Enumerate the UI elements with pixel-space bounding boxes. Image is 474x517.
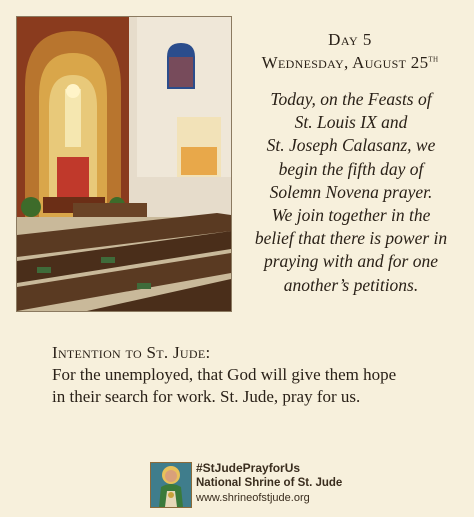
date-suffix: th bbox=[428, 53, 439, 65]
footer bbox=[150, 460, 350, 510]
reading-line: St. Joseph Calasanz, we bbox=[266, 135, 436, 156]
hashtag[interactable]: #StJudePrayforUs bbox=[196, 461, 301, 475]
reading-text bbox=[238, 88, 464, 297]
intention-line: For the unemployed, that God will give them hope bbox=[52, 365, 397, 384]
reading-line: praying with and for one bbox=[263, 251, 439, 272]
footer-text bbox=[196, 460, 356, 505]
intention-text bbox=[52, 364, 432, 408]
reading-line: another’s petitions. bbox=[283, 274, 419, 295]
shrine-name: National Shrine of St. Jude bbox=[196, 477, 343, 489]
reading-line: St. Louis IX and bbox=[294, 112, 408, 133]
date-main: Wednesday, August 25 bbox=[261, 53, 429, 72]
reading-line: Solemn Novena prayer. bbox=[269, 181, 433, 202]
st-jude-figure bbox=[151, 463, 191, 507]
reading-line: Today, on the Feasts of bbox=[270, 89, 432, 109]
chapel-illustration bbox=[17, 17, 231, 311]
intention-title: Intention to St. Jude: bbox=[52, 343, 211, 362]
reading-line: belief that there is power in bbox=[254, 228, 448, 249]
website-link[interactable]: www.shrineofstjude.org bbox=[196, 492, 310, 504]
shrine-chapel-photo bbox=[16, 16, 232, 312]
reading-line: begin the fifth day of bbox=[278, 158, 424, 179]
date-heading bbox=[240, 53, 460, 73]
day-number: Day 5 bbox=[328, 30, 372, 49]
reading-line: We join together in the bbox=[271, 205, 431, 226]
intention-line: in their search for work. St. Jude, pray for us. bbox=[52, 387, 361, 406]
st-jude-logo-icon bbox=[150, 462, 192, 508]
